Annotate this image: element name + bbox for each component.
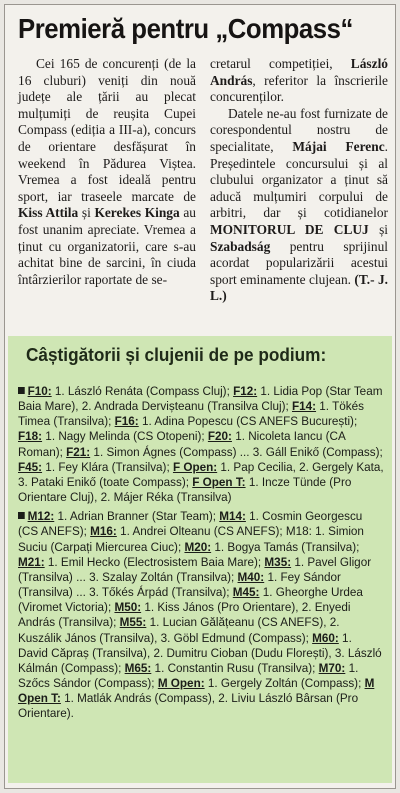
category-results: 1. Fey Sándor (Transilva) ... 3. Tőkés Árpád (Transilva); [18,569,341,600]
category-results: 1. David Căpraș (Transilva), 2. Dumitru Cioban (Dudu Florești), 3. László Kálmán (Compass); [18,630,382,675]
men-results [18,509,384,721]
article-body [18,56,388,324]
category-results: 1. Matlák András (Compass), 2. Liviu László Bârsan (Pro Orientare). [18,691,359,721]
category-label: M21: [18,554,45,569]
category-results: 1. Kiss János (Pro Orientare), 2. Enyedi András (Transilva); [18,600,351,630]
category-results: 1. Emil Hecko (Electrosistem Baia Mare); [44,554,265,569]
person-name: Májai Ferenc [292,138,385,154]
article-paragraph [18,56,196,288]
article-column-1 [18,56,196,324]
person-name: László András [210,56,388,88]
category-label: F14: [291,399,317,414]
headline: Premieră pentru „Compass“ [18,13,353,44]
category-label: F21: [66,444,91,459]
category-label: F Open: [172,459,218,474]
category-label: M50: [114,600,142,615]
category-label: M45: [232,585,260,600]
category-results: 1. Fey Klára (Transilva); [42,459,173,474]
category-results: 1. Adrian Branner (Star Team); [54,509,220,524]
bullet-square-icon [18,387,25,394]
category-results: 1. Incze Tünde (Pro Orientare Cluj), 2. Májer Réka (Transilva) [18,474,352,505]
text-run: . Președintele concursului și al clubului organizator a ținut să aducă mulțumiri corpului de arbitri, dar și cotidianelor [210,138,388,221]
category-label: F20: [207,429,232,444]
category-label: F10: [27,384,52,398]
category-label: M16: [90,524,117,539]
text-run: și [78,205,95,221]
category-results: 1. Pavel Gligor (Transilva) ... 3. Szalay Zoltán (Transilva); [18,554,372,584]
article-paragraph [210,106,388,305]
category-results: 1. Lucian Gălățeanu (CS ANEFS), 2. Kuszálik János (Transilva), 3. Göbl Edmund (Compass); [18,615,340,645]
category-results: 1. Constantin Rusu (Transilva); [151,660,319,675]
category-label: M Open T: [18,675,375,706]
newspaper-name: Szabadság [210,238,271,254]
results-title: Câștigătorii și clujenii de pe podium: [26,344,327,365]
category-results: 1. László Renáta (Compass Cluj); [51,384,234,398]
category-results: 1. Lidia Pop (Star Team Baia Mare), 2. Andrada Dervișteanu (Transilva Cluj); [18,384,383,414]
text-run: au fost unanim apreciate. Vremea a ținut cu organizatorii, care s-au achitat bine de sarcini, în ciuda întârzierilor raportate de se- [18,205,196,287]
category-results: 1. Cosmin Georgescu (CS ANEFS); [18,509,363,539]
category-results: 1. Adina Popescu (CS ANEFS București); [138,414,358,429]
category-label: M35: [264,554,292,569]
category-results: 1. Szőcs Sándor (Compass); [18,660,359,690]
category-label: F45: [18,459,43,474]
text-run: Cei 165 de concurenți (de la 16 cluburi) veniți din nouă județe ale țării au plecat mulțumiți de reușita Cupei Compass (ediția a III-a), concurs de orientare desfășurat în weekend în Pădurea Viștea. Vremea a fost ideală pentru sport, iar traseele marcate de [18,56,196,204]
category-label: M65: [124,660,152,675]
category-label: F12: [233,384,258,398]
results-box [8,336,392,783]
text-run: și [368,221,389,237]
category-results: 1. Andrei Olteanu (CS ANEFS); M18: 1. Simion Suciu (Carpați Miercurea Ciuc); [18,524,364,554]
article-column-2 [210,56,388,324]
category-label: M20: [184,539,212,554]
newspaper-name: MONITORUL DE CLUJ [210,221,369,237]
category-results: 1. Nicoleta Iancu (CA Roman); [18,429,346,459]
signature: (T.- J. L.) [210,271,388,304]
category-label: M40: [237,569,265,584]
category-results: 1. Simon Ágnes (Compass) ... 3. Gáll Enikő (Compass); [90,444,383,459]
category-label: M Open: [157,675,205,690]
category-results: 1. Tökés Timea (Transilva); [18,399,364,429]
category-label: M12: [27,509,55,524]
text-run: cretarul competiției, [210,56,351,71]
article-paragraph [210,56,388,106]
category-label: F Open T: [192,474,246,489]
category-results: 1. Nagy Melinda (CS Otopeni); [42,429,208,444]
results-list [18,384,384,721]
category-label: M55: [119,615,147,630]
category-label: M70: [318,660,346,675]
text-run: , referitor la înscrierile concurenților. [210,72,388,105]
text-run: pentru sprijinul acordat popularizării acestui sport eminamente clujean. [210,238,388,287]
women-results [18,384,384,505]
category-label: F18: [18,429,43,444]
category-label: M14: [219,509,246,524]
text-run: Datele ne-au fost furnizate de corespondentul nostru de specialitate, [210,105,388,154]
category-results: 1. Bogya Tamás (Transilva); [211,539,360,554]
category-label: M60: [312,630,339,645]
category-results: 1. Pap Cecilia, 2. Gergely Kata, 3. Pataki Enikő (toate Compass); [18,459,384,489]
category-results: 1. Gheorghe Urdea (Viromet Victoria); [18,585,363,615]
person-name: Kerekes Kinga [94,205,180,221]
category-results: 1. Gergely Zoltán (Compass); [204,675,365,690]
bullet-square-icon [18,512,25,519]
person-name: Kiss Attila [18,205,79,221]
category-label: F16: [114,414,139,429]
